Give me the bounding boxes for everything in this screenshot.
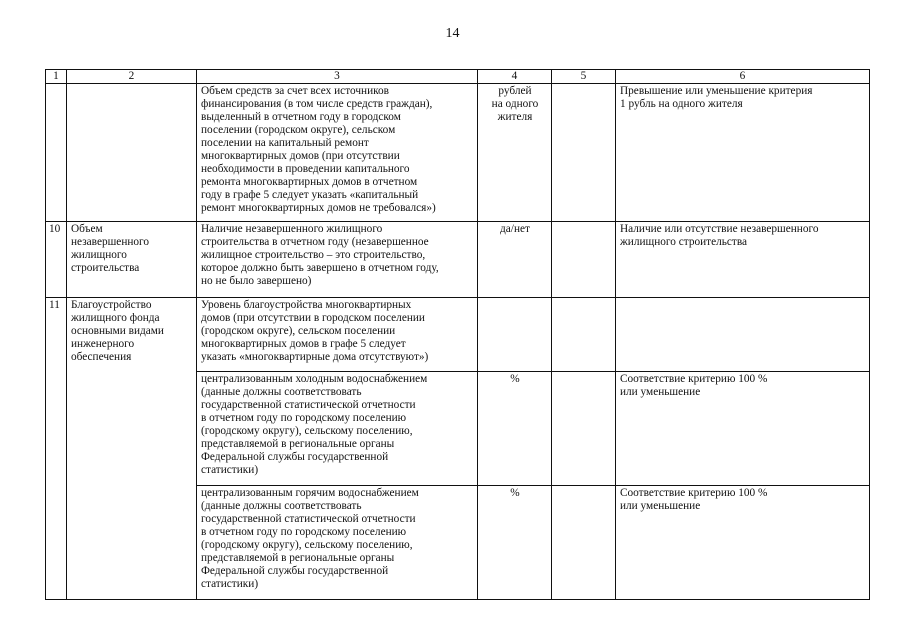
table-header-row [46,70,870,84]
value-cell [552,372,616,486]
indicator-description-cell: централизованным горячим водоснабжением (данные должны соответствовать государственной статистической отчетности в отчетном году по городскому поселению (городскому округу), сельскому поселению, представляемой в региональные органы Федеральной службы государственной статистики) [197,486,478,600]
criteria-table [45,69,870,600]
unit-cell: % [478,372,552,486]
value-cell [552,222,616,298]
indicator-name-cell [67,372,197,486]
table-row [46,84,870,222]
page-number: 14 [445,26,460,41]
value-cell [552,84,616,222]
criterion-cell [616,298,870,372]
row-number-cell: 11 [46,298,67,372]
indicator-description-cell: централизованным холодным водоснабжением (данные должны соответствовать государственной статистической отчетности в отчетном году по городскому поселению (городскому округу), сельскому поселению, представляемой в региональные органы Федеральной службы государственной статистики) [197,372,478,486]
criterion-cell: Соответствие критерию 100 % или уменьшение [616,486,870,600]
indicator-name-cell [67,84,197,222]
row-number-cell [46,84,67,222]
table-row [46,372,870,486]
header-col-5: 5 [552,70,616,84]
indicator-description-cell: Объем средств за счет всех источников финансирования (в том числе средств граждан), выделенный в отчетном году в городском поселении (городском округе), сельском поселении на капитальный ремонт многоквартирных домов (при отсутствии необходимости в проведении капитального ремонта многоквартирных домов в отчетном году в графе 5 следует указать «капитальный ремонт многоквартирных домов не требовался») [197,84,478,222]
value-cell [552,486,616,600]
table-row [46,222,870,298]
indicator-name-cell: Благоустройство жилищного фонда основными видами инженерного обеспечения [67,298,197,372]
row-number-cell [46,486,67,600]
indicator-description-cell: Уровень благоустройства многоквартирных домов (при отсутствии в городском поселении (городском округе), сельском поселении многоквартирных домов в графе 5 следует указать «многоквартирные дома отсутствуют») [197,298,478,372]
value-cell [552,298,616,372]
table-row [46,486,870,600]
unit-cell: да/нет [478,222,552,298]
header-col-6: 6 [616,70,870,84]
indicator-name-cell: Объем незавершенного жилищного строительства [67,222,197,298]
header-col-3: 3 [197,70,478,84]
criterion-cell: Превышение или уменьшение критерия 1 рубль на одного жителя [616,84,870,222]
criterion-cell: Соответствие критерию 100 % или уменьшение [616,372,870,486]
unit-cell: рублей на одного жителя [478,84,552,222]
row-number-cell [46,372,67,486]
header-col-1: 1 [46,70,67,84]
indicator-name-cell [67,486,197,600]
criterion-cell: Наличие или отсутствие незавершенного жилищного строительства [616,222,870,298]
header-col-4: 4 [478,70,552,84]
table-row [46,298,870,372]
indicator-description-cell: Наличие незавершенного жилищного строительства в отчетном году (незавершенное жилищное строительство – это строительство, которое должно быть завершено в отчетном году, но не было завершено) [197,222,478,298]
row-number-cell: 10 [46,222,67,298]
unit-cell: % [478,486,552,600]
unit-cell [478,298,552,372]
header-col-2: 2 [67,70,197,84]
